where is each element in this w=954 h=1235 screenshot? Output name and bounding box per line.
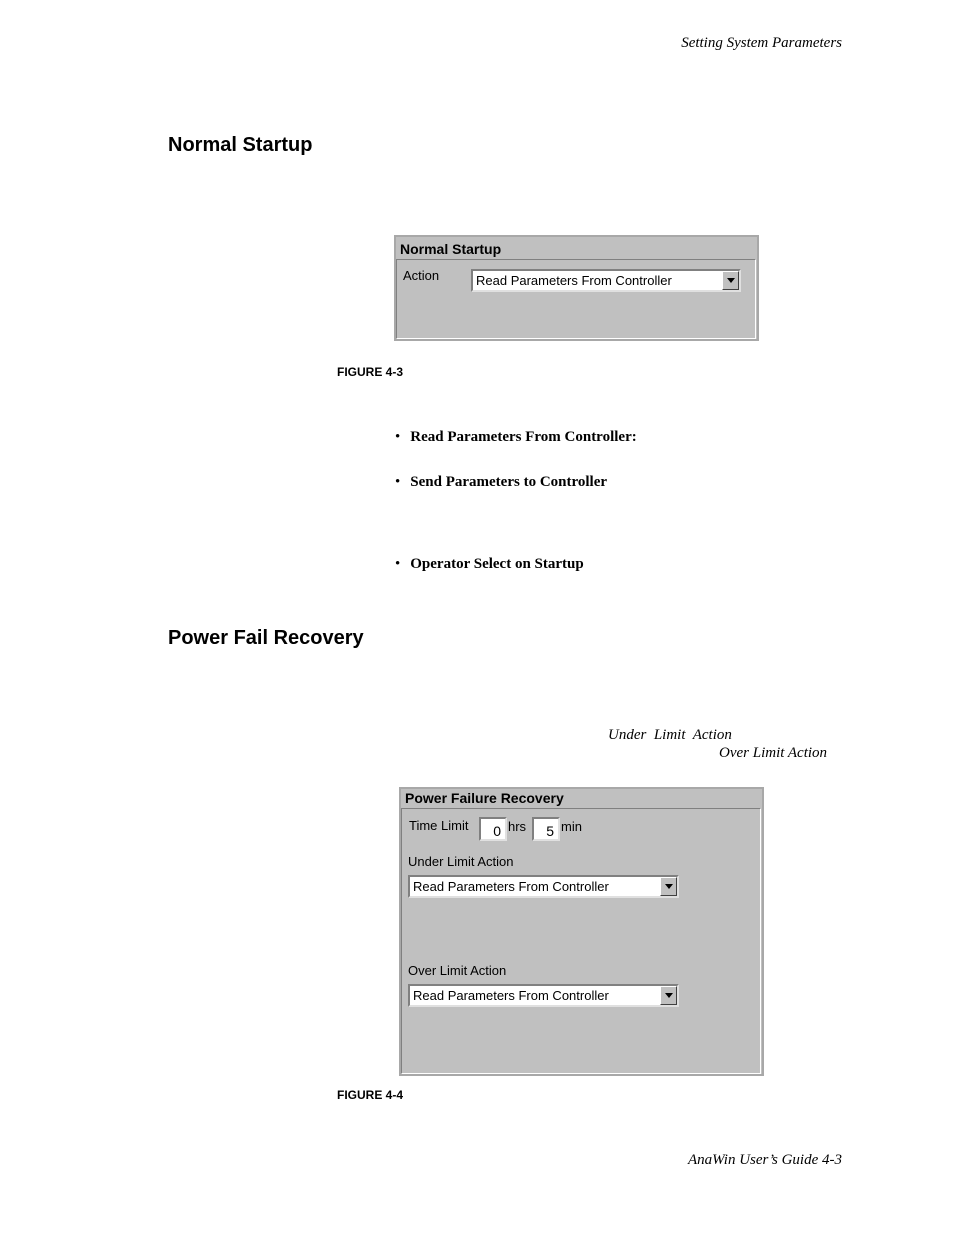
minutes-input[interactable]: 5 bbox=[532, 817, 560, 841]
under-limit-action-label: Under Limit Action bbox=[408, 854, 514, 869]
power-failure-recovery-dialog bbox=[399, 787, 764, 1076]
dialog-caption: Normal Startup bbox=[400, 241, 502, 257]
bullet-text: Send Parameters to Controller bbox=[410, 474, 608, 490]
bullet-text: Read Parameters From Controller: bbox=[410, 429, 637, 445]
inline-ref-over-limit: Over Limit Action bbox=[719, 745, 828, 761]
dropdown-arrow-icon[interactable] bbox=[660, 986, 677, 1005]
normal-startup-dialog bbox=[394, 235, 759, 341]
bullet-icon: • bbox=[395, 556, 401, 572]
hours-input[interactable]: 0 bbox=[479, 817, 507, 841]
bullet-operator-select bbox=[395, 556, 584, 573]
running-header: Setting System Parameters bbox=[681, 35, 842, 51]
dialog-group-frame bbox=[401, 808, 761, 1074]
action-select[interactable] bbox=[471, 269, 741, 292]
section-title-power-fail-recovery: Power Fail Recovery bbox=[168, 627, 364, 649]
bullet-send-parameters bbox=[395, 474, 607, 491]
over-limit-action-label: Over Limit Action bbox=[408, 963, 507, 978]
bullet-icon: • bbox=[395, 474, 401, 490]
hours-unit-label: hrs bbox=[508, 819, 527, 834]
minutes-unit-label: min bbox=[561, 819, 582, 834]
over-limit-action-value: Read Parameters From Controller bbox=[413, 988, 609, 1003]
under-limit-action-value: Read Parameters From Controller bbox=[413, 879, 609, 894]
running-footer: AnaWin User’s Guide 4-3 bbox=[687, 1152, 842, 1168]
dialog-caption: Power Failure Recovery bbox=[405, 790, 564, 806]
inline-ref-under-limit: Under Limit Action bbox=[608, 727, 732, 743]
figure-label-4-4: FIGURE 4-4 bbox=[337, 1088, 404, 1102]
action-label: Action bbox=[403, 268, 440, 283]
under-limit-action-select[interactable] bbox=[408, 875, 679, 898]
bullet-read-parameters bbox=[395, 429, 637, 446]
bullet-icon: • bbox=[395, 429, 401, 445]
dropdown-arrow-icon[interactable] bbox=[722, 271, 739, 290]
over-limit-action-select[interactable] bbox=[408, 984, 679, 1007]
section-title-normal-startup: Normal Startup bbox=[168, 134, 313, 156]
bullet-text: Operator Select on Startup bbox=[410, 556, 584, 572]
figure-label-4-3: FIGURE 4-3 bbox=[337, 365, 404, 379]
dropdown-arrow-icon[interactable] bbox=[660, 877, 677, 896]
action-select-value: Read Parameters From Controller bbox=[476, 273, 672, 288]
time-limit-label: Time Limit bbox=[409, 818, 469, 833]
